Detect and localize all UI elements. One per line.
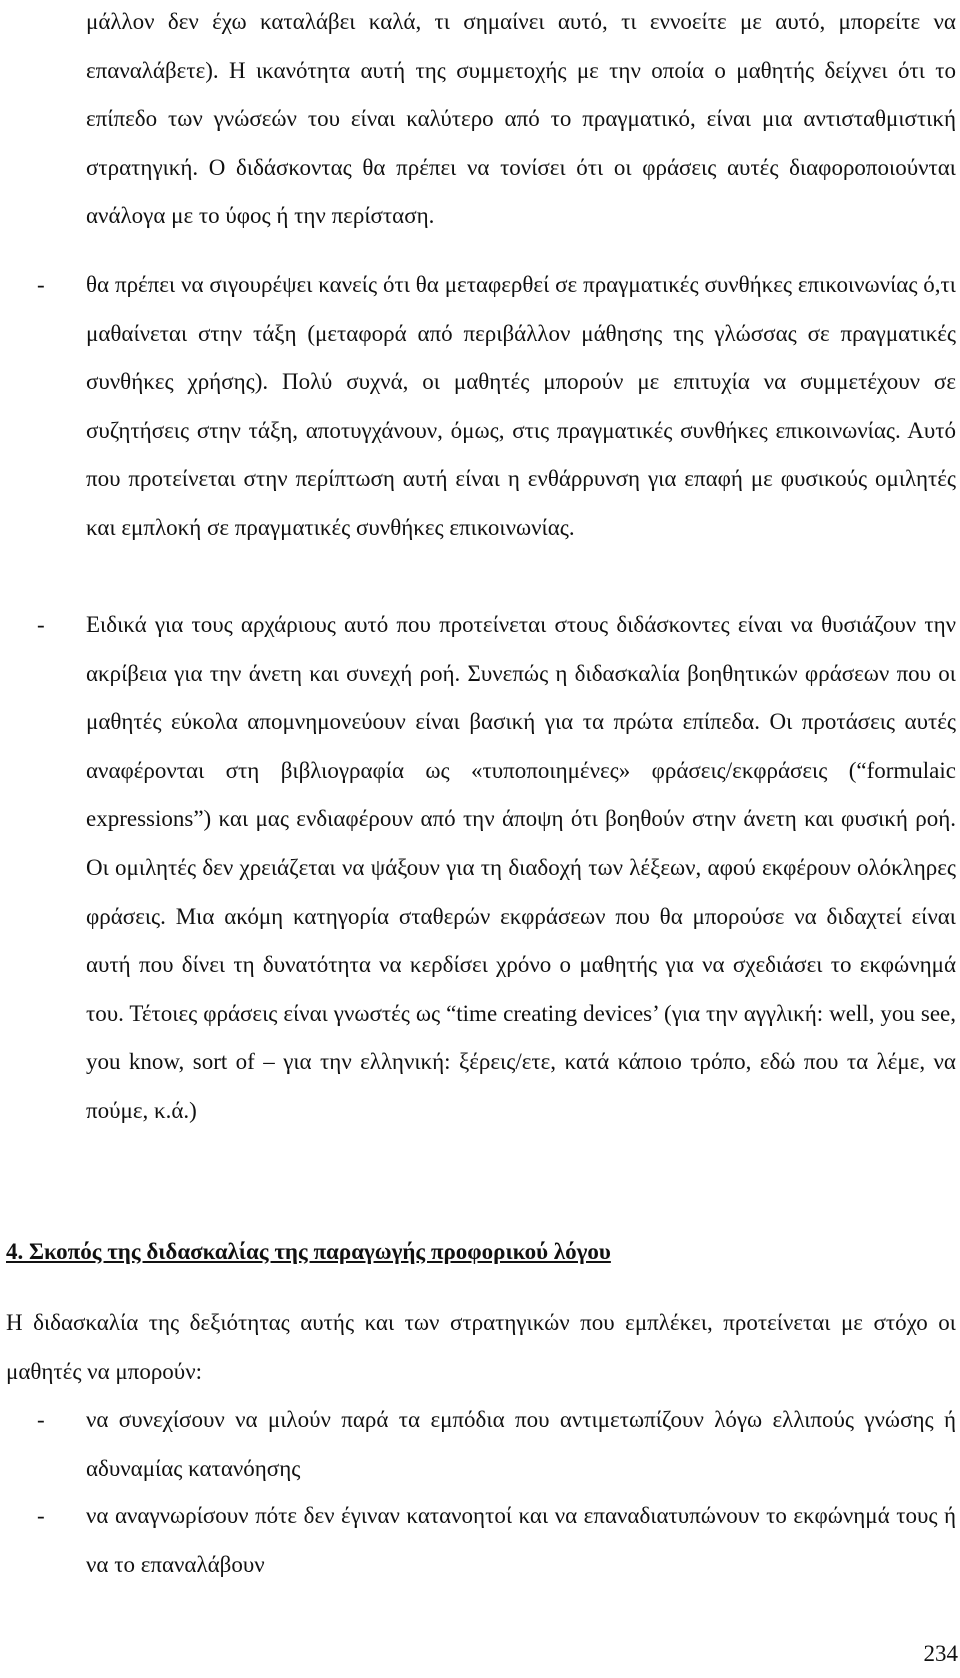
list-item-text: να συνεχίσουν να μιλούν παρά τα εμπόδια που αντιμετωπίζουν λόγω ελλιπούς γνώσης ή αδυναμίας κατανόησης — [86, 1407, 956, 1481]
list-item — [37, 1396, 956, 1493]
list-marker: - — [37, 612, 45, 637]
list-marker: - — [37, 1503, 45, 1528]
list-marker: - — [37, 272, 45, 297]
list-item — [37, 261, 956, 553]
page-number: 234 — [923, 1641, 958, 1666]
list-item — [37, 601, 956, 1136]
list-item-text: Ειδικά για τους αρχάριους αυτό που προτείνεται στους διδάσκοντες είναι να θυσιάζουν την ακρίβεια για την άνετη και συνεχή ροή. Συνεπώς η διδασκαλία βοηθητικών φράσεων που οι μαθητές εύκολα απομνημονεύουν είναι βασική για τα πρώτα επίπεδα. Οι προτάσεις αυτές αναφέρονται στη βιβλιογραφία ως «τυποποιημένες» φράσεις/εκφράσεις (“formulaic expressions”) και μας ενδιαφέρουν από την άποψη ότι βοηθούν στην άνετη και φυσική ροή. Οι ομιλητές δεν χρειάζεται να ψάξουν για τη διαδοχή των λέξεων, αφού εκφέρουν ολόκληρες φράσεις. Μια ακόμη κατηγορία σταθερών εκφράσεων που θα μπορούσε να διδαχτεί είναι αυτή που δίνει τη δυνατότητα να κερδίσει χρόνο ο μαθητής για να σχεδιάσει το εκφώνημά του. Τέτοιες φράσεις είναι γνωστές ως “time creating devices’ (για την αγγλική: well, you see, you know, sort of – για την ελληνική: ξέρεις/ετε, κατά κάποιο τρόπο, εδώ που τα λέμε, να πούμε, κ.ά.) — [86, 612, 956, 1123]
intro-paragraph: Η διδασκαλία της δεξιότητας αυτής και των στρατηγικών που εμπλέκει, προτείνεται με στόχο οι μαθητές να μπορούν: — [6, 1310, 956, 1384]
list-item — [37, 1492, 956, 1589]
list-item-text: να αναγνωρίσουν πότε δεν έγιναν κατανοητοί και να επαναδιατυπώνουν το εκφώνημά τους ή να το επαναλάβουν — [86, 1503, 956, 1577]
section-heading: 4. Σκοπός της διδασκαλίας της παραγωγής προφορικού λόγου — [6, 1239, 611, 1264]
list-item-text: θα πρέπει να σιγουρέψει κανείς ότι θα μεταφερθεί σε πραγματικές συνθήκες επικοινωνίας ό,τι μαθαίνεται στην τάξη (μεταφορά από περιβάλλον μάθησης της γλώσσας σε πραγματικές συνθήκες χρήσης). Πολύ συχνά, οι μαθητές μπορούν με επιτυχία να συμμετέχουν σε συζητήσεις στην τάξη, αποτυγχάνουν, όμως, στις πραγματικές συνθήκες επικοινωνίας. Αυτό που προτείνεται στην περίπτωση αυτή είναι η ενθάρρυνση για επαφή με φυσικούς ομιλητές και εμπλοκή σε πραγματικές συνθήκες επικοινωνίας. — [86, 272, 956, 540]
continued-paragraph: μάλλον δεν έχω καταλάβει καλά, τι σημαίνει αυτό, τι εννοείτε με αυτό, μπορείτε να επαναλάβετε). Η ικανότητα αυτή της συμμετοχής με την οποία ο μαθητής δείχνει ότι το επίπεδο των γνώσεών του είναι καλύτερο από το πραγματικό, είναι μια αντισταθμιστική στρατηγική. Ο διδάσκοντας θα πρέπει να τονίσει ότι οι φράσεις αυτές διαφοροποιούνται ανάλογα με το ύφος ή την περίσταση. — [86, 9, 956, 229]
list-marker: - — [37, 1407, 45, 1432]
